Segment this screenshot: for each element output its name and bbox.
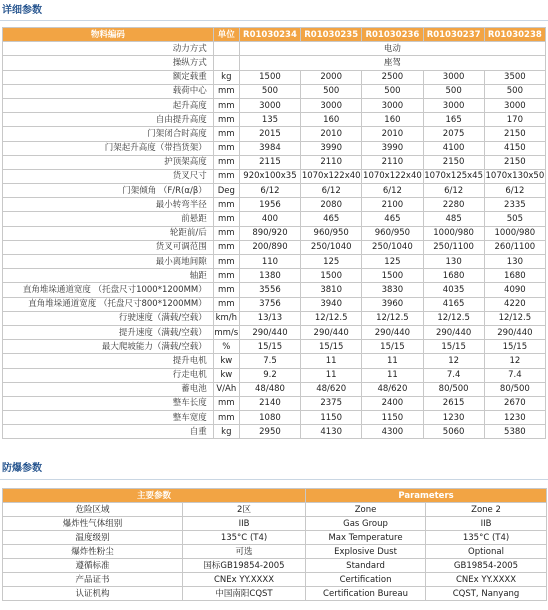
- table-row: [3, 368, 546, 382]
- header-label-cell: 物料编码: [3, 28, 214, 42]
- value-cell: 3984: [239, 141, 300, 155]
- value-cell: 2080: [301, 198, 362, 212]
- table-row: [3, 587, 547, 601]
- row-label: 整车宽度: [3, 411, 214, 425]
- table-row: [3, 325, 546, 339]
- value-cell: 12: [484, 354, 545, 368]
- table-row: [3, 354, 546, 368]
- value-cell: 500: [423, 84, 484, 98]
- value-cell: 500: [301, 84, 362, 98]
- row-label: 起升高度: [3, 98, 214, 112]
- row-label: 货叉尺寸: [3, 169, 214, 183]
- value-cell: 12/12.5: [362, 311, 423, 325]
- row-unit: mm: [213, 198, 239, 212]
- value-cell: 2010: [301, 127, 362, 141]
- value-cell: 15/15: [423, 340, 484, 354]
- value-cell: 15/15: [301, 340, 362, 354]
- table-row: [3, 559, 547, 573]
- value-cell: 2615: [423, 396, 484, 410]
- value-cell: 48/480: [239, 382, 300, 396]
- row-unit: mm: [213, 226, 239, 240]
- value-cell: 2280: [423, 198, 484, 212]
- value-cell: 2150: [423, 155, 484, 169]
- value-cell: 2400: [362, 396, 423, 410]
- value-cell: 6/12: [423, 184, 484, 198]
- value-cell: 3000: [484, 98, 545, 112]
- header-model-cell: R01030238: [484, 28, 545, 42]
- row-label: 操纵方式: [3, 56, 214, 70]
- param-name-cell: 爆炸性粉尘: [3, 545, 183, 559]
- value-cell: 3960: [362, 297, 423, 311]
- row-unit: mm: [213, 283, 239, 297]
- param-name-cell: Standard: [306, 559, 426, 573]
- header-model-cell: R01030236: [362, 28, 423, 42]
- row-label: 最小离地间隙: [3, 255, 214, 269]
- table-row: [3, 212, 546, 226]
- value-cell: 960/950: [362, 226, 423, 240]
- param-name-cell: Explosive Dust: [306, 545, 426, 559]
- value-cell: 2115: [239, 155, 300, 169]
- value-cell: 6/12: [301, 184, 362, 198]
- param-name-cell: Zone: [306, 503, 426, 517]
- row-unit: V/Ah: [213, 382, 239, 396]
- detail-section-title: 详细参数: [2, 5, 42, 16]
- row-unit: kw: [213, 354, 239, 368]
- value-cell: 505: [484, 212, 545, 226]
- value-cell: 80/500: [484, 382, 545, 396]
- value-cell: 13/13: [239, 311, 300, 325]
- row-label: 直角堆垛通道宽度 （托盘尺寸1000*1200MM）: [3, 283, 214, 297]
- value-cell: 7.5: [239, 354, 300, 368]
- value-cell: 5380: [484, 425, 545, 439]
- param-value-cell: CQST, Nanyang: [426, 587, 547, 601]
- value-cell: 3000: [362, 98, 423, 112]
- merged-value-cell: 电动: [239, 42, 545, 56]
- value-cell: 15/15: [484, 340, 545, 354]
- param-value-cell: IIB: [183, 517, 306, 531]
- header-model-cell: R01030234: [239, 28, 300, 42]
- section-divider: [0, 20, 548, 21]
- value-cell: 11: [362, 368, 423, 382]
- value-cell: 7.4: [484, 368, 545, 382]
- merged-value-cell: 座驾: [239, 56, 545, 70]
- value-cell: 1500: [362, 269, 423, 283]
- value-cell: 2000: [301, 70, 362, 84]
- value-cell: 3990: [301, 141, 362, 155]
- table-row: [3, 503, 547, 517]
- row-unit: mm: [213, 141, 239, 155]
- value-cell: 3810: [301, 283, 362, 297]
- row-unit: mm: [213, 84, 239, 98]
- value-cell: 500: [362, 84, 423, 98]
- value-cell: 12/12.5: [423, 311, 484, 325]
- value-cell: 1230: [423, 411, 484, 425]
- header-model-cell: R01030235: [301, 28, 362, 42]
- param-name-cell: Max Temperature: [306, 531, 426, 545]
- row-unit: mm: [213, 255, 239, 269]
- table-row: [3, 155, 546, 169]
- param-name-cell: Gas Group: [306, 517, 426, 531]
- value-cell: 15/15: [239, 340, 300, 354]
- value-cell: 160: [301, 113, 362, 127]
- row-label: 自由提升高度: [3, 113, 214, 127]
- value-cell: 4165: [423, 297, 484, 311]
- row-unit: kg: [213, 70, 239, 84]
- value-cell: 11: [301, 368, 362, 382]
- value-cell: 1000/980: [423, 226, 484, 240]
- value-cell: 400: [239, 212, 300, 226]
- row-unit: [213, 42, 239, 56]
- row-unit: [213, 56, 239, 70]
- row-label: 自重: [3, 425, 214, 439]
- value-cell: 1680: [423, 269, 484, 283]
- value-cell: 1150: [362, 411, 423, 425]
- value-cell: 2015: [239, 127, 300, 141]
- value-cell: 1380: [239, 269, 300, 283]
- param-name-cell: 爆炸性气体组别: [3, 517, 183, 531]
- row-label: 前悬距: [3, 212, 214, 226]
- row-unit: mm: [213, 411, 239, 425]
- value-cell: 11: [301, 354, 362, 368]
- value-cell: 500: [239, 84, 300, 98]
- value-cell: 12/12.5: [301, 311, 362, 325]
- param-value-cell: 中国南阳CQST: [183, 587, 306, 601]
- table-row: [3, 198, 546, 212]
- row-label: 门架闭合时高度: [3, 127, 214, 141]
- table-row: [3, 42, 546, 56]
- row-unit: mm: [213, 169, 239, 183]
- value-cell: 4220: [484, 297, 545, 311]
- row-label: 行驶速度（满载/空载）: [3, 311, 214, 325]
- value-cell: 5060: [423, 425, 484, 439]
- value-cell: 2110: [362, 155, 423, 169]
- value-cell: 465: [362, 212, 423, 226]
- param-value-cell: 国标GB19854-2005: [183, 559, 306, 573]
- protection-section-title: 防爆参数: [2, 463, 42, 474]
- value-cell: 12/12.5: [484, 311, 545, 325]
- row-label: 行走电机: [3, 368, 214, 382]
- value-cell: 3000: [423, 70, 484, 84]
- value-cell: 2110: [301, 155, 362, 169]
- row-unit: mm: [213, 155, 239, 169]
- value-cell: 48/620: [301, 382, 362, 396]
- table-row: [3, 311, 546, 325]
- row-label: 整车长度: [3, 396, 214, 410]
- table-row: [3, 113, 546, 127]
- value-cell: 1230: [484, 411, 545, 425]
- value-cell: 1070x122x40: [301, 169, 362, 183]
- value-cell: 11: [362, 354, 423, 368]
- value-cell: 2010: [362, 127, 423, 141]
- param-value-cell: CNEx YY.XXXX: [183, 573, 306, 587]
- param-value-cell: GB19854-2005: [426, 559, 547, 573]
- value-cell: 2375: [301, 396, 362, 410]
- value-cell: 4100: [423, 141, 484, 155]
- value-cell: 250/1040: [362, 240, 423, 254]
- value-cell: 920x100x35: [239, 169, 300, 183]
- value-cell: 130: [484, 255, 545, 269]
- value-cell: 3000: [301, 98, 362, 112]
- table-row: [3, 425, 546, 439]
- value-cell: 1500: [239, 70, 300, 84]
- value-cell: 250/1040: [301, 240, 362, 254]
- table-row: [3, 240, 546, 254]
- value-cell: 3940: [301, 297, 362, 311]
- header-cn-params: 主要参数: [3, 489, 306, 503]
- table-row: [3, 169, 546, 183]
- value-cell: 290/440: [301, 325, 362, 339]
- table-row: [3, 269, 546, 283]
- row-unit: km/h: [213, 311, 239, 325]
- table-row: [3, 184, 546, 198]
- param-name-cell: Certification: [306, 573, 426, 587]
- row-label: 轴距: [3, 269, 214, 283]
- row-label: 护顶架高度: [3, 155, 214, 169]
- value-cell: 1070x125x45: [423, 169, 484, 183]
- value-cell: 3830: [362, 283, 423, 297]
- row-label: 载荷中心: [3, 84, 214, 98]
- value-cell: 2100: [362, 198, 423, 212]
- protection-header-row: [3, 489, 547, 503]
- table-row: [3, 531, 547, 545]
- row-label: 门架倾角 （F/R(α/β）: [3, 184, 214, 198]
- header-en-params: Parameters: [306, 489, 547, 503]
- value-cell: 130: [423, 255, 484, 269]
- value-cell: 15/15: [362, 340, 423, 354]
- row-label: 提升电机: [3, 354, 214, 368]
- value-cell: 3556: [239, 283, 300, 297]
- row-label: 直角堆垛通道宽度 （托盘尺寸800*1200MM）: [3, 297, 214, 311]
- value-cell: 48/620: [362, 382, 423, 396]
- spec-header-row: [3, 28, 546, 42]
- param-value-cell: 2区: [183, 503, 306, 517]
- value-cell: 250/1100: [423, 240, 484, 254]
- value-cell: 125: [301, 255, 362, 269]
- value-cell: 290/440: [239, 325, 300, 339]
- value-cell: 1000/980: [484, 226, 545, 240]
- value-cell: 2075: [423, 127, 484, 141]
- protection-table: [2, 488, 547, 601]
- table-row: [3, 545, 547, 559]
- param-value-cell: 135°C (T4): [183, 531, 306, 545]
- value-cell: 9.2: [239, 368, 300, 382]
- table-row: [3, 396, 546, 410]
- value-cell: 2500: [362, 70, 423, 84]
- value-cell: 3756: [239, 297, 300, 311]
- row-unit: mm: [213, 297, 239, 311]
- row-label: 轮距前/后: [3, 226, 214, 240]
- value-cell: 500: [484, 84, 545, 98]
- table-row: [3, 573, 547, 587]
- table-row: [3, 283, 546, 297]
- param-name-cell: 产品证书: [3, 573, 183, 587]
- table-row: [3, 56, 546, 70]
- value-cell: 960/950: [301, 226, 362, 240]
- table-row: [3, 84, 546, 98]
- value-cell: 4300: [362, 425, 423, 439]
- spec-table: [2, 27, 546, 439]
- value-cell: 4090: [484, 283, 545, 297]
- row-unit: mm: [213, 212, 239, 226]
- value-cell: 160: [362, 113, 423, 127]
- value-cell: 3000: [239, 98, 300, 112]
- row-label: 动力方式: [3, 42, 214, 56]
- value-cell: 3000: [423, 98, 484, 112]
- table-row: [3, 127, 546, 141]
- value-cell: 125: [362, 255, 423, 269]
- param-name-cell: 遵循标准: [3, 559, 183, 573]
- param-name-cell: Certification Bureau: [306, 587, 426, 601]
- value-cell: 4150: [484, 141, 545, 155]
- table-row: [3, 226, 546, 240]
- section-divider: [0, 479, 548, 480]
- row-label: 提升速度（满载/空载）: [3, 325, 214, 339]
- header-model-cell: R01030237: [423, 28, 484, 42]
- table-row: [3, 517, 547, 531]
- value-cell: 1070x122x40: [362, 169, 423, 183]
- value-cell: 2950: [239, 425, 300, 439]
- row-unit: mm/s: [213, 325, 239, 339]
- value-cell: 260/1100: [484, 240, 545, 254]
- table-row: [3, 340, 546, 354]
- value-cell: 200/890: [239, 240, 300, 254]
- value-cell: 1070x130x50: [484, 169, 545, 183]
- value-cell: 3500: [484, 70, 545, 84]
- value-cell: 2140: [239, 396, 300, 410]
- param-value-cell: 可选: [183, 545, 306, 559]
- value-cell: 290/440: [484, 325, 545, 339]
- value-cell: 6/12: [362, 184, 423, 198]
- row-unit: mm: [213, 127, 239, 141]
- header-unit-cell: 单位: [213, 28, 239, 42]
- value-cell: 890/920: [239, 226, 300, 240]
- value-cell: 4130: [301, 425, 362, 439]
- param-value-cell: CNEx YY.XXXX: [426, 573, 547, 587]
- table-row: [3, 411, 546, 425]
- row-unit: kw: [213, 368, 239, 382]
- value-cell: 1680: [484, 269, 545, 283]
- value-cell: 2670: [484, 396, 545, 410]
- row-label: 门架起升高度（带挡货架）: [3, 141, 214, 155]
- param-name-cell: 温度级别: [3, 531, 183, 545]
- row-label: 额定载重: [3, 70, 214, 84]
- value-cell: 7.4: [423, 368, 484, 382]
- param-value-cell: 135°C (T4): [426, 531, 547, 545]
- value-cell: 165: [423, 113, 484, 127]
- value-cell: 4035: [423, 283, 484, 297]
- table-row: [3, 98, 546, 112]
- value-cell: 290/440: [362, 325, 423, 339]
- param-value-cell: IIB: [426, 517, 547, 531]
- row-label: 货叉可调范围: [3, 240, 214, 254]
- value-cell: 135: [239, 113, 300, 127]
- row-unit: mm: [213, 240, 239, 254]
- value-cell: 290/440: [423, 325, 484, 339]
- value-cell: 465: [301, 212, 362, 226]
- table-row: [3, 297, 546, 311]
- row-label: 蓄电池: [3, 382, 214, 396]
- value-cell: 110: [239, 255, 300, 269]
- row-unit: Deg: [213, 184, 239, 198]
- value-cell: 80/500: [423, 382, 484, 396]
- table-row: [3, 382, 546, 396]
- row-unit: mm: [213, 396, 239, 410]
- param-value-cell: Optional: [426, 545, 547, 559]
- row-unit: %: [213, 340, 239, 354]
- value-cell: 485: [423, 212, 484, 226]
- row-unit: kg: [213, 425, 239, 439]
- value-cell: 1150: [301, 411, 362, 425]
- value-cell: 1500: [301, 269, 362, 283]
- param-name-cell: 认证机构: [3, 587, 183, 601]
- value-cell: 6/12: [484, 184, 545, 198]
- row-label: 最小转弯半径: [3, 198, 214, 212]
- param-value-cell: Zone 2: [426, 503, 547, 517]
- value-cell: 2150: [484, 127, 545, 141]
- value-cell: 2335: [484, 198, 545, 212]
- value-cell: 12: [423, 354, 484, 368]
- table-row: [3, 255, 546, 269]
- value-cell: 1080: [239, 411, 300, 425]
- param-name-cell: 危险区域: [3, 503, 183, 517]
- row-unit: mm: [213, 113, 239, 127]
- row-unit: mm: [213, 269, 239, 283]
- value-cell: 170: [484, 113, 545, 127]
- row-unit: mm: [213, 98, 239, 112]
- value-cell: 3990: [362, 141, 423, 155]
- value-cell: 6/12: [239, 184, 300, 198]
- value-cell: 1956: [239, 198, 300, 212]
- row-label: 最大爬坡能力（满载/空载）: [3, 340, 214, 354]
- table-row: [3, 141, 546, 155]
- table-row: [3, 70, 546, 84]
- value-cell: 2150: [484, 155, 545, 169]
